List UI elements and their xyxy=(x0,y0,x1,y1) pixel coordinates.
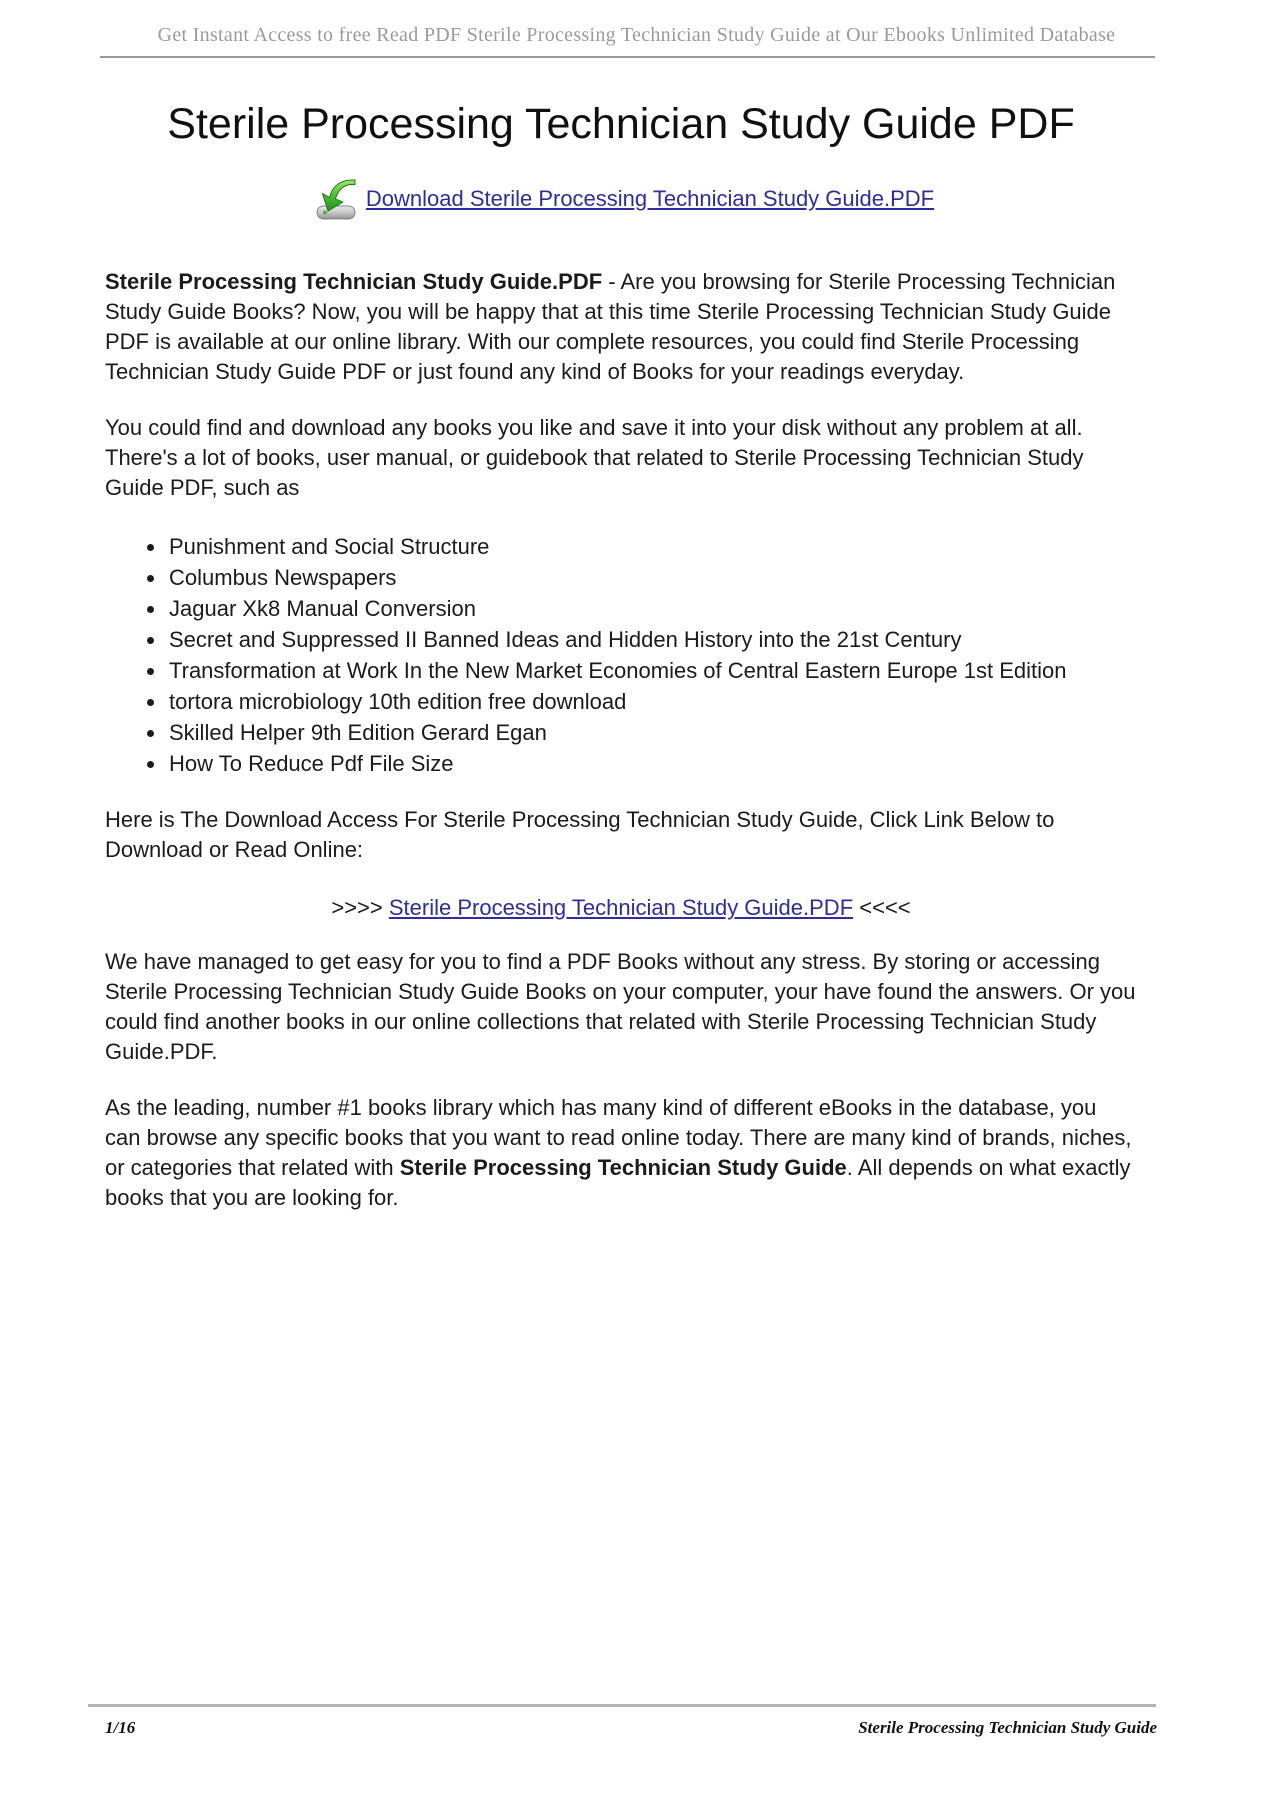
access-link-suffix: <<<< xyxy=(853,895,911,920)
page-title: Sterile Processing Technician Study Guide PDF xyxy=(167,100,1075,148)
paragraph-find-download: You could find and download any books you like and save it into your disk without any problem at all. There's a lot of books, user manual, or guidebook that related to Sterile Processing Technician Study Guide PDF, such as xyxy=(105,415,1084,500)
book-list-item: • Skilled Helper 9th Edition Gerard Egan xyxy=(167,717,1137,748)
footer-divider xyxy=(88,1704,1156,1707)
paragraph-leading-library xyxy=(105,1093,1137,1213)
download-link[interactable]: Download Sterile Processing Technician Study Guide.PDF xyxy=(365,186,935,211)
leading-after-text: . All depends on what exactly books that you are looking for. xyxy=(105,1155,1131,1210)
book-list-item: • tortora microbiology 10th edition free download xyxy=(167,686,1137,717)
download-row xyxy=(105,175,1137,223)
paragraph-managed: We have managed to get easy for you to find a PDF Books without any stress. By storing or accessing Sterile Processing Technician Study Guide Books on your computer, your have found the answers. Or you could find another books in our online collections that related with Sterile Processing Technician Study Guide.PDF. xyxy=(105,949,1136,1064)
paragraph-download-access: Here is The Download Access For Sterile Processing Technician Study Guide, Click Link Below to Download or Read Online: xyxy=(105,807,1055,862)
leading-bold-text: Sterile Processing Technician Study Guide xyxy=(399,1155,847,1180)
access-link-line xyxy=(105,895,1137,921)
page-content xyxy=(105,0,1137,1213)
page-footer xyxy=(105,1718,1157,1738)
book-list-item: • Secret and Suppressed II Banned Ideas and Hidden History into the 21st Century xyxy=(167,624,1137,655)
intro-rest-text: - Are you browsing for Sterile Processing Technician Study Guide Books? Now, you will be happy that at this time Sterile Processing Technician Study Guide PDF is available at our online library. With our complete resources, you could find Sterile Processing Technician Study Guide PDF or just found any kind of Books for your readings everyday. xyxy=(105,269,1116,384)
book-list-item: • Transformation at Work In the New Market Economies of Central Eastern Europe 1st Edition xyxy=(167,655,1137,686)
book-list xyxy=(105,531,1137,779)
footer-page-number: 1/16 xyxy=(105,1718,136,1737)
access-link-prefix: >>>> xyxy=(331,895,389,920)
book-list-item: • Columbus Newspapers xyxy=(167,562,1137,593)
leading-before-text: As the leading, number #1 books library which has many kind of different eBooks in the database, you can browse any specific books that you want to read online today. There are many kind of brands, niches, or categories that related with xyxy=(105,1095,1132,1180)
book-list-item: • Punishment and Social Structure xyxy=(167,531,1137,562)
intro-paragraph xyxy=(105,267,1137,387)
footer-doc-title: Sterile Processing Technician Study Guide xyxy=(858,1718,1157,1737)
book-list-item: • Jaguar Xk8 Manual Conversion xyxy=(167,593,1137,624)
book-list-item: • How To Reduce Pdf File Size xyxy=(167,748,1137,779)
access-link[interactable]: Sterile Processing Technician Study Guide.PDF xyxy=(388,895,854,920)
intro-bold-text: Sterile Processing Technician Study Guide.PDF xyxy=(105,269,603,294)
page-header-text: Get Instant Access to free Read PDF Sterile Processing Technician Study Guide at Our Ebooks Unlimited Database xyxy=(157,24,1116,46)
download-drive-icon[interactable] xyxy=(308,177,358,221)
